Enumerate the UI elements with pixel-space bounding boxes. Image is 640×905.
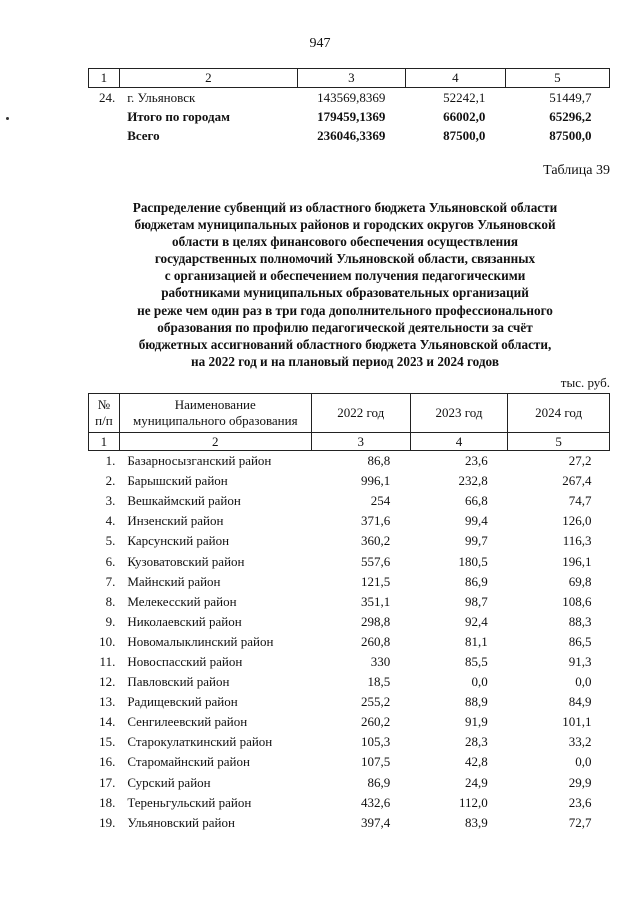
table-row (89, 592, 610, 612)
col-number-3: 3 (311, 433, 410, 451)
table-row (89, 632, 610, 652)
row-name: Карсунский район (127, 533, 230, 549)
row-value-2024: 86,5 (568, 633, 592, 649)
row-number: 10. (99, 633, 116, 649)
row-value-2023: 81,1 (465, 633, 488, 649)
row-number: 1. (105, 453, 116, 469)
row-name: Всего (127, 127, 160, 143)
row-value-2023: 66,8 (465, 493, 488, 509)
row-name: Николаевский район (127, 613, 242, 629)
row-value-2024: 87500,0 (549, 127, 592, 143)
header-name (119, 394, 311, 433)
row-value-2024: 69,8 (568, 573, 592, 589)
row-number (89, 126, 120, 145)
header-name-line1: Наименование (174, 397, 256, 412)
row-value-2022: 397,4 (361, 814, 391, 830)
row-name: Сурский район (127, 774, 211, 790)
table-row (89, 572, 610, 592)
row-value-2023: 24,9 (465, 774, 488, 790)
row-value-2022: 557,6 (361, 553, 391, 569)
row-value-2024: 65296,2 (549, 108, 592, 124)
row-value-2022: 360,2 (361, 533, 391, 549)
row-name: Итого по городам (127, 108, 230, 124)
row-number: 4. (105, 513, 116, 529)
row-value-2022: 236046,3369 (317, 127, 386, 143)
row-value-2022: 996,1 (361, 473, 391, 489)
table-row (89, 551, 610, 571)
row-value-2022: 298,8 (361, 613, 391, 629)
row-value-2023: 42,8 (465, 754, 488, 770)
title-line: с организацией и обеспечением получения педагогическими (164, 268, 526, 284)
row-value-2023: 28,3 (465, 734, 488, 750)
row-number: 3. (105, 493, 116, 509)
row-name: Вешкаймский район (127, 493, 241, 509)
row-value-2023: 99,4 (465, 513, 488, 529)
header-2023: 2023 год (410, 394, 508, 433)
col-number-1: 1 (89, 433, 120, 451)
row-value-2024: 74,7 (568, 493, 592, 509)
row-value-2023: 86,9 (465, 573, 488, 589)
row-value-2024: 27,2 (568, 453, 592, 469)
table-row (89, 451, 610, 472)
col-number-1: 1 (89, 69, 120, 88)
row-number: 16. (99, 754, 116, 770)
row-value-2022: 351,1 (361, 593, 391, 609)
row-value-2024: 116,3 (562, 533, 592, 549)
table-row (89, 813, 610, 833)
row-name: Базарносызганский район (127, 453, 272, 469)
row-name: Старомайнский район (127, 754, 250, 770)
title-line: бюджетам муниципальных районов и городских округов Ульяновской (134, 217, 556, 233)
row-number: 8. (105, 593, 116, 609)
row-number: 12. (99, 674, 116, 690)
table-row (89, 692, 610, 712)
title-line: области в целях финансового обеспечения осуществления (172, 234, 518, 250)
table-number: Таблица 39 (543, 163, 610, 178)
row-number: 19. (99, 814, 116, 830)
row-name: Новоспасский район (127, 653, 243, 669)
row-name: Старокулаткинский район (127, 734, 273, 750)
row-number: 2. (105, 473, 116, 489)
table-row (89, 511, 610, 531)
row-value-2022: 18,5 (367, 674, 391, 690)
row-name: Тереньгульский район (127, 794, 252, 810)
table-row (89, 612, 610, 632)
row-name: Инзенский район (127, 513, 224, 529)
row-name: Радищевский район (127, 694, 238, 710)
row-value-2023: 92,4 (465, 613, 488, 629)
row-value-2023: 87500,0 (443, 127, 486, 143)
col-number-3: 3 (298, 69, 406, 88)
row-value-2024: 29,9 (568, 774, 592, 790)
row-value-2022: 143569,8369 (317, 89, 386, 105)
row-value-2023: 83,9 (465, 814, 488, 830)
row-number: 6. (105, 553, 116, 569)
table-row (89, 531, 610, 551)
row-value-2022: 254 (370, 493, 391, 509)
row-value-2024: 0,0 (575, 674, 592, 690)
row-value-2023: 52242,1 (443, 89, 486, 105)
row-value-2024: 88,3 (568, 613, 592, 629)
header-2022: 2022 год (311, 394, 410, 433)
page-number: 947 (309, 36, 331, 51)
units-label: тыс. руб. (560, 375, 610, 390)
row-value-2022: 330 (370, 653, 391, 669)
col-number-4: 4 (405, 69, 505, 88)
row-name: г. Ульяновск (127, 89, 196, 105)
row-number: 18. (99, 794, 116, 810)
header-name-line2: муниципального образования (132, 413, 298, 428)
row-value-2022: 260,2 (361, 714, 391, 730)
table-row (89, 126, 610, 145)
row-value-2023: 91,9 (465, 714, 488, 730)
row-number: 17. (99, 774, 116, 790)
table-header-row (89, 394, 610, 433)
row-value-2023: 99,7 (465, 533, 488, 549)
col-number-5: 5 (508, 433, 610, 451)
row-number: 11. (99, 653, 116, 669)
table-row (89, 471, 610, 491)
table-row (89, 773, 610, 793)
row-value-2024: 33,2 (568, 734, 592, 750)
row-value-2023: 23,6 (465, 453, 488, 469)
continuation-table (88, 68, 610, 145)
title-line: Распределение субвенций из областного бюджета Ульяновской области (132, 200, 558, 215)
row-name: Барышский район (127, 473, 228, 489)
header-2024: 2024 год (508, 394, 610, 433)
row-value-2024: 108,6 (562, 593, 592, 609)
row-name: Майнский район (127, 573, 221, 589)
row-value-2022: 105,3 (361, 734, 391, 750)
row-value-2022: 107,5 (361, 754, 391, 770)
margin-dot (6, 117, 9, 120)
table-row (89, 672, 610, 692)
row-value-2024: 51449,7 (549, 89, 592, 105)
row-value-2022: 432,6 (361, 794, 391, 810)
header-number (89, 394, 120, 433)
row-value-2024: 101,1 (562, 714, 592, 730)
row-name: Новомалыклинский район (127, 633, 274, 649)
row-value-2023: 112,0 (459, 794, 488, 810)
table-row (89, 88, 610, 108)
title-line: бюджетных ассигнований областного бюджета Ульяновской области, (138, 336, 552, 352)
row-value-2023: 232,8 (458, 473, 488, 489)
table-row (89, 107, 610, 126)
row-value-2024: 23,6 (568, 794, 592, 810)
header-number-line1: № (97, 397, 111, 412)
row-number: 5. (105, 533, 116, 549)
row-value-2022: 260,8 (361, 633, 391, 649)
row-value-2024: 196,1 (562, 553, 592, 569)
table-row (89, 652, 610, 672)
table-row (89, 712, 610, 732)
row-name: Мелекесский район (127, 593, 237, 609)
row-value-2023: 0,0 (471, 674, 488, 690)
row-value-2022: 86,9 (367, 774, 391, 790)
title-line: образования по профилю педагогической деятельности за счёт (157, 319, 533, 335)
col-number-4: 4 (410, 433, 508, 451)
row-value-2024: 267,4 (562, 473, 592, 489)
row-value-2023: 85,5 (465, 653, 488, 669)
title-line: государственных полномочий Ульяновской области, связанных (154, 251, 536, 267)
header-number-line2: п/п (95, 413, 113, 428)
row-number: 9. (105, 613, 116, 629)
row-value-2024: 84,9 (568, 694, 592, 710)
col-number-5: 5 (505, 69, 609, 88)
row-number: 15. (99, 734, 116, 750)
row-value-2022: 179459,1369 (317, 108, 386, 124)
row-value-2023: 88,9 (465, 694, 488, 710)
col-number-2: 2 (119, 69, 297, 88)
table-row (89, 793, 610, 813)
subventions-table (88, 393, 610, 833)
row-number: 14. (99, 714, 116, 730)
column-number-row (89, 433, 610, 451)
row-value-2024: 0,0 (575, 754, 592, 770)
column-number-row (89, 69, 610, 88)
row-value-2022: 121,5 (361, 573, 391, 589)
row-number (89, 107, 120, 126)
row-value-2024: 126,0 (562, 513, 592, 529)
title-line: не реже чем один раз в три года дополнительного профессионального (137, 302, 553, 318)
row-value-2022: 86,8 (367, 453, 391, 469)
row-number: 24. (98, 89, 116, 105)
table-title (80, 199, 610, 370)
row-value-2023: 66002,0 (443, 108, 486, 124)
row-value-2023: 98,7 (465, 593, 488, 609)
title-line: работниками муниципальных образовательных организаций (161, 285, 529, 301)
row-name: Кузоватовский район (127, 553, 245, 569)
table-row (89, 491, 610, 511)
table-row (89, 732, 610, 752)
row-number: 13. (99, 694, 116, 710)
table-row (89, 752, 610, 772)
title-line: на 2022 год и на плановый период 2023 и 2024 годов (191, 353, 499, 369)
row-value-2024: 72,7 (568, 814, 592, 830)
row-value-2022: 371,6 (361, 513, 391, 529)
row-name: Павловский район (127, 674, 230, 690)
col-number-2: 2 (119, 433, 311, 451)
row-value-2024: 91,3 (568, 653, 592, 669)
row-value-2022: 255,2 (361, 694, 391, 710)
row-name: Сенгилеевский район (127, 714, 248, 730)
row-number: 7. (105, 573, 116, 589)
row-value-2023: 180,5 (458, 553, 488, 569)
row-name: Ульяновский район (127, 814, 235, 830)
